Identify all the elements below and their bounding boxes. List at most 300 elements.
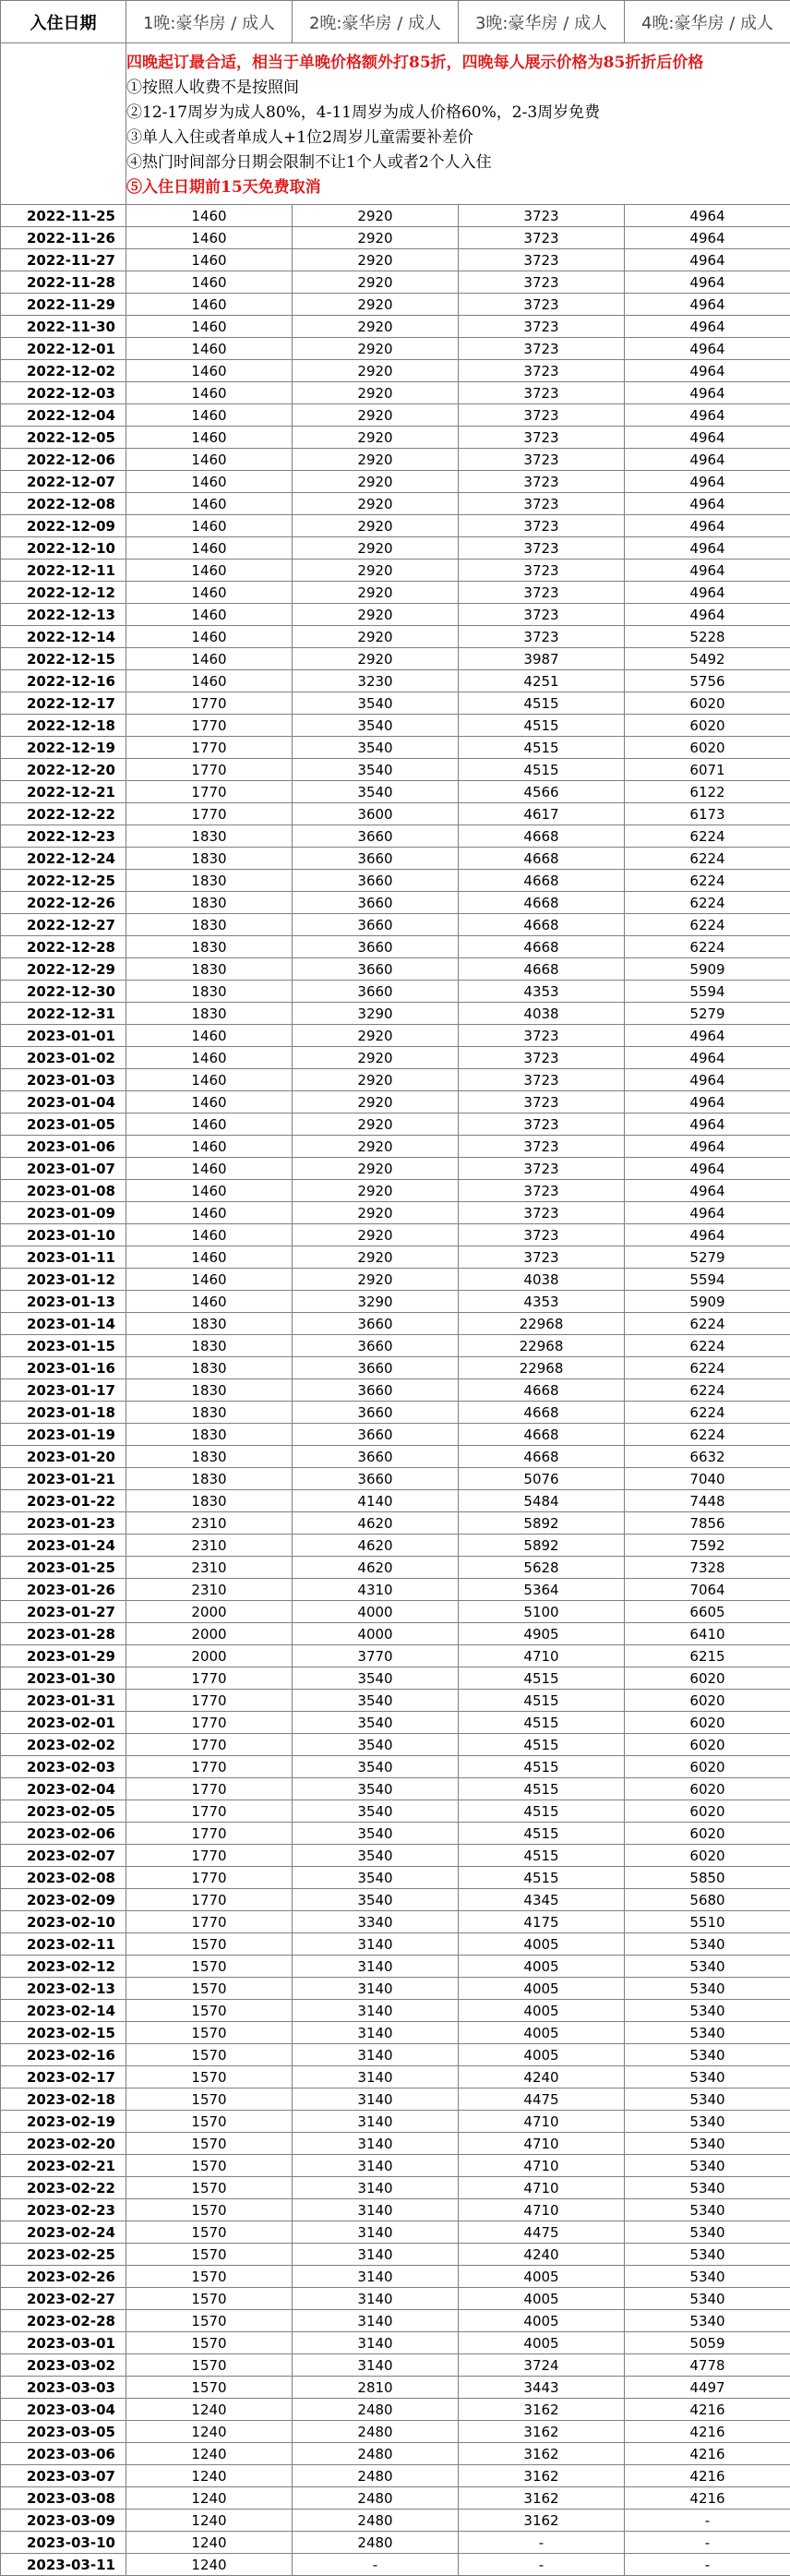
table-row bbox=[1, 2399, 790, 2421]
table-row bbox=[1, 2066, 790, 2088]
date-cell: 2023-03-07 bbox=[1, 2465, 126, 2487]
price-2-nights: 2920 bbox=[293, 582, 459, 604]
price-4-nights: 7448 bbox=[625, 1490, 790, 1512]
date-cell: 2023-01-09 bbox=[1, 1202, 126, 1224]
date-cell: 2023-01-05 bbox=[1, 1113, 126, 1136]
price-4-nights: 6122 bbox=[625, 781, 790, 803]
price-3-nights: 4668 bbox=[459, 1379, 625, 1402]
table-row bbox=[1, 759, 790, 781]
price-3-nights: 3723 bbox=[459, 404, 625, 427]
date-cell: 2022-12-05 bbox=[1, 427, 126, 449]
table-row bbox=[1, 781, 790, 803]
date-cell: 2023-01-07 bbox=[1, 1158, 126, 1180]
price-3-nights: 3723 bbox=[459, 471, 625, 493]
price-2-nights: - bbox=[293, 2554, 459, 2576]
price-3-nights: 5484 bbox=[459, 1490, 625, 1512]
price-2-nights: 3540 bbox=[293, 1690, 459, 1712]
price-1-night: 1770 bbox=[126, 1845, 293, 1867]
table-row bbox=[1, 958, 790, 981]
table-row bbox=[1, 427, 790, 449]
date-cell: 2023-02-04 bbox=[1, 1778, 126, 1800]
price-1-night: 1240 bbox=[126, 2465, 293, 2487]
table-row bbox=[1, 1667, 790, 1690]
price-2-nights: 2480 bbox=[293, 2443, 459, 2465]
price-1-night: 1830 bbox=[126, 981, 293, 1003]
price-2-nights: 2920 bbox=[293, 1025, 459, 1047]
price-4-nights: 5594 bbox=[625, 1269, 790, 1291]
date-cell: 2022-12-20 bbox=[1, 759, 126, 781]
price-2-nights: 2480 bbox=[293, 2532, 459, 2554]
price-2-nights: 3660 bbox=[293, 1357, 459, 1379]
date-cell: 2023-03-06 bbox=[1, 2443, 126, 2465]
table-row bbox=[1, 2332, 790, 2354]
price-4-nights: 6071 bbox=[625, 759, 790, 781]
price-1-night: 1570 bbox=[126, 2377, 293, 2399]
price-4-nights: 4964 bbox=[625, 515, 790, 537]
price-3-nights: 4005 bbox=[459, 2000, 625, 2022]
date-cell: 2022-12-23 bbox=[1, 825, 126, 848]
price-2-nights: 2920 bbox=[293, 382, 459, 404]
price-3-nights: 4515 bbox=[459, 1690, 625, 1712]
table-row bbox=[1, 1402, 790, 1424]
price-1-night: 1460 bbox=[126, 338, 293, 360]
date-cell: 2023-01-03 bbox=[1, 1069, 126, 1091]
notes-section bbox=[1, 43, 790, 205]
date-cell: 2023-01-31 bbox=[1, 1690, 126, 1712]
table-row bbox=[1, 1734, 790, 1756]
price-2-nights: 3140 bbox=[293, 1956, 459, 1978]
date-cell: 2023-02-22 bbox=[1, 2177, 126, 2199]
price-1-night: 1830 bbox=[126, 936, 293, 958]
price-3-nights: 3443 bbox=[459, 2377, 625, 2399]
price-4-nights: 5340 bbox=[625, 1978, 790, 2000]
date-cell: 2022-12-11 bbox=[1, 560, 126, 582]
price-2-nights: 3140 bbox=[293, 1933, 459, 1956]
price-4-nights: 6224 bbox=[625, 1402, 790, 1424]
price-4-nights: 7592 bbox=[625, 1535, 790, 1557]
price-1-night: 1770 bbox=[126, 1667, 293, 1690]
price-4-nights: 5228 bbox=[625, 626, 790, 648]
price-2-nights: 2920 bbox=[293, 493, 459, 515]
price-2-nights: 3340 bbox=[293, 1911, 459, 1933]
price-4-nights: 5340 bbox=[625, 2044, 790, 2066]
price-2-nights: 2920 bbox=[293, 338, 459, 360]
price-3-nights: 3723 bbox=[459, 382, 625, 404]
price-4-nights: 4216 bbox=[625, 2487, 790, 2510]
price-1-night: 1770 bbox=[126, 1867, 293, 1889]
price-2-nights: 2480 bbox=[293, 2487, 459, 2510]
price-1-night: 1460 bbox=[126, 1113, 293, 1136]
price-2-nights: 3540 bbox=[293, 1823, 459, 1845]
price-2-nights: 3540 bbox=[293, 1845, 459, 1867]
header-3-nights: 3晚:豪华房 / 成人 bbox=[459, 1, 625, 43]
price-3-nights: 4710 bbox=[459, 2155, 625, 2177]
price-3-nights: 5076 bbox=[459, 1468, 625, 1490]
price-3-nights: 4668 bbox=[459, 848, 625, 870]
table-row bbox=[1, 2088, 790, 2111]
date-cell: 2023-01-27 bbox=[1, 1601, 126, 1623]
price-2-nights: 3540 bbox=[293, 1889, 459, 1911]
table-row bbox=[1, 1357, 790, 1379]
price-2-nights: 2920 bbox=[293, 249, 459, 271]
date-cell: 2022-12-28 bbox=[1, 936, 126, 958]
price-1-night: 1460 bbox=[126, 537, 293, 560]
price-1-night: 1460 bbox=[126, 249, 293, 271]
price-3-nights: 3723 bbox=[459, 604, 625, 626]
price-4-nights: 6224 bbox=[625, 870, 790, 892]
price-1-night: 1830 bbox=[126, 1335, 293, 1357]
date-cell: 2023-03-08 bbox=[1, 2487, 126, 2510]
date-cell: 2023-02-26 bbox=[1, 2266, 126, 2288]
price-2-nights: 4620 bbox=[293, 1512, 459, 1535]
price-1-night: 1830 bbox=[126, 1402, 293, 1424]
table-row bbox=[1, 2532, 790, 2554]
price-3-nights: 4668 bbox=[459, 1446, 625, 1468]
date-cell: 2023-01-17 bbox=[1, 1379, 126, 1402]
price-4-nights: 4964 bbox=[625, 1069, 790, 1091]
price-1-night: 1460 bbox=[126, 582, 293, 604]
date-cell: 2022-11-25 bbox=[1, 205, 126, 227]
price-1-night: 1460 bbox=[126, 560, 293, 582]
price-3-nights: 3723 bbox=[459, 493, 625, 515]
price-4-nights: 6410 bbox=[625, 1623, 790, 1645]
table-row bbox=[1, 1069, 790, 1091]
price-4-nights: 4964 bbox=[625, 1025, 790, 1047]
price-3-nights: 4668 bbox=[459, 958, 625, 981]
table-row bbox=[1, 1335, 790, 1357]
price-1-night: 1460 bbox=[126, 382, 293, 404]
price-3-nights: 4475 bbox=[459, 2221, 625, 2244]
note-line: 四晚起订最合适，相当于单晚价格额外打85折，四晚每人展示价格为85折折后价格 bbox=[126, 51, 790, 76]
price-3-nights: 3162 bbox=[459, 2421, 625, 2443]
price-4-nights: 6020 bbox=[625, 715, 790, 737]
price-3-nights: 4240 bbox=[459, 2244, 625, 2266]
table-row bbox=[1, 626, 790, 648]
price-4-nights: 4964 bbox=[625, 1180, 790, 1202]
price-2-nights: 2810 bbox=[293, 2377, 459, 2399]
table-row bbox=[1, 582, 790, 604]
price-1-night: 1570 bbox=[126, 2332, 293, 2354]
table-row bbox=[1, 1623, 790, 1645]
table-row bbox=[1, 360, 790, 382]
price-3-nights: 4005 bbox=[459, 2310, 625, 2332]
price-3-nights: 4038 bbox=[459, 1269, 625, 1291]
price-2-nights: 2920 bbox=[293, 626, 459, 648]
date-cell: 2023-02-27 bbox=[1, 2288, 126, 2310]
date-cell: 2022-12-29 bbox=[1, 958, 126, 981]
date-cell: 2023-01-06 bbox=[1, 1136, 126, 1158]
table-row bbox=[1, 1756, 790, 1778]
price-4-nights: 6224 bbox=[625, 1313, 790, 1335]
price-2-nights: 3540 bbox=[293, 737, 459, 759]
date-cell: 2023-02-28 bbox=[1, 2310, 126, 2332]
price-2-nights: 3140 bbox=[293, 2266, 459, 2288]
price-1-night: 1460 bbox=[126, 404, 293, 427]
price-4-nights: 4964 bbox=[625, 1113, 790, 1136]
date-cell: 2023-01-02 bbox=[1, 1047, 126, 1069]
table-row bbox=[1, 2266, 790, 2288]
date-cell: 2022-12-30 bbox=[1, 981, 126, 1003]
price-2-nights: 3140 bbox=[293, 2354, 459, 2377]
date-cell: 2023-01-25 bbox=[1, 1557, 126, 1579]
price-3-nights: 22968 bbox=[459, 1335, 625, 1357]
table-row bbox=[1, 1424, 790, 1446]
header-row bbox=[1, 1, 790, 43]
price-4-nights: 6224 bbox=[625, 825, 790, 848]
table-row bbox=[1, 914, 790, 936]
price-3-nights: 3723 bbox=[459, 515, 625, 537]
price-1-night: 1830 bbox=[126, 1003, 293, 1025]
price-1-night: 1770 bbox=[126, 1734, 293, 1756]
price-4-nights: 5340 bbox=[625, 2111, 790, 2133]
price-3-nights: 4668 bbox=[459, 914, 625, 936]
date-cell: 2023-02-14 bbox=[1, 2000, 126, 2022]
price-4-nights: 5510 bbox=[625, 1911, 790, 1933]
date-cell: 2023-03-03 bbox=[1, 2377, 126, 2399]
price-2-nights: 3140 bbox=[293, 2244, 459, 2266]
price-4-nights: 4964 bbox=[625, 1136, 790, 1158]
price-3-nights: 4710 bbox=[459, 1645, 625, 1667]
price-3-nights: 3723 bbox=[459, 1246, 625, 1269]
price-3-nights: 4668 bbox=[459, 936, 625, 958]
table-row bbox=[1, 737, 790, 759]
price-4-nights: 6632 bbox=[625, 1446, 790, 1468]
price-3-nights: 3723 bbox=[459, 1180, 625, 1202]
date-cell: 2022-12-04 bbox=[1, 404, 126, 427]
table-row bbox=[1, 471, 790, 493]
table-row bbox=[1, 981, 790, 1003]
price-2-nights: 3140 bbox=[293, 2310, 459, 2332]
price-3-nights: 4515 bbox=[459, 692, 625, 715]
price-4-nights: 5340 bbox=[625, 2066, 790, 2088]
price-2-nights: 4140 bbox=[293, 1490, 459, 1512]
price-4-nights: 5492 bbox=[625, 648, 790, 670]
table-row bbox=[1, 1712, 790, 1734]
price-4-nights: 5594 bbox=[625, 981, 790, 1003]
price-3-nights: 3723 bbox=[459, 1025, 625, 1047]
date-cell: 2023-03-02 bbox=[1, 2354, 126, 2377]
date-cell: 2022-12-15 bbox=[1, 648, 126, 670]
table-row bbox=[1, 1956, 790, 1978]
price-2-nights: 2920 bbox=[293, 404, 459, 427]
table-row bbox=[1, 2244, 790, 2266]
date-cell: 2022-12-19 bbox=[1, 737, 126, 759]
table-row bbox=[1, 1003, 790, 1025]
table-row bbox=[1, 1490, 790, 1512]
price-1-night: 1770 bbox=[126, 737, 293, 759]
date-cell: 2022-12-22 bbox=[1, 803, 126, 825]
price-2-nights: 3140 bbox=[293, 2022, 459, 2044]
price-1-night: 1830 bbox=[126, 825, 293, 848]
price-1-night: 1460 bbox=[126, 493, 293, 515]
table-header bbox=[1, 1, 790, 43]
price-4-nights: 4964 bbox=[625, 449, 790, 471]
price-4-nights: 6020 bbox=[625, 1800, 790, 1823]
date-cell: 2022-12-12 bbox=[1, 582, 126, 604]
date-cell: 2023-01-08 bbox=[1, 1180, 126, 1202]
table-row bbox=[1, 2288, 790, 2310]
date-cell: 2023-01-20 bbox=[1, 1446, 126, 1468]
price-4-nights: 6224 bbox=[625, 848, 790, 870]
price-1-night: 1570 bbox=[126, 2288, 293, 2310]
table-row bbox=[1, 2022, 790, 2044]
table-row bbox=[1, 1313, 790, 1335]
price-4-nights: 7328 bbox=[625, 1557, 790, 1579]
price-3-nights: 3162 bbox=[459, 2399, 625, 2421]
price-4-nights: 6020 bbox=[625, 692, 790, 715]
price-2-nights: 3540 bbox=[293, 715, 459, 737]
price-1-night: 1830 bbox=[126, 958, 293, 981]
date-cell: 2022-11-27 bbox=[1, 249, 126, 271]
date-cell: 2022-12-21 bbox=[1, 781, 126, 803]
price-1-night: 1460 bbox=[126, 515, 293, 537]
table-row bbox=[1, 2465, 790, 2487]
price-3-nights: 5628 bbox=[459, 1557, 625, 1579]
price-3-nights: 4515 bbox=[459, 715, 625, 737]
date-cell: 2023-03-11 bbox=[1, 2554, 126, 2576]
date-cell: 2023-02-01 bbox=[1, 1712, 126, 1734]
price-2-nights: 3140 bbox=[293, 2044, 459, 2066]
table-row bbox=[1, 2000, 790, 2022]
price-1-night: 1460 bbox=[126, 294, 293, 316]
price-4-nights: 4964 bbox=[625, 271, 790, 294]
price-2-nights: 4000 bbox=[293, 1601, 459, 1623]
table-row bbox=[1, 1579, 790, 1601]
table-row bbox=[1, 294, 790, 316]
table-row bbox=[1, 2421, 790, 2443]
price-1-night: 2310 bbox=[126, 1557, 293, 1579]
price-2-nights: 2920 bbox=[293, 1136, 459, 1158]
price-2-nights: 3140 bbox=[293, 2000, 459, 2022]
date-cell: 2022-12-02 bbox=[1, 360, 126, 382]
price-2-nights: 3540 bbox=[293, 1734, 459, 1756]
price-2-nights: 3660 bbox=[293, 1313, 459, 1335]
table-row bbox=[1, 2510, 790, 2532]
price-2-nights: 3140 bbox=[293, 2088, 459, 2111]
price-3-nights: 3723 bbox=[459, 205, 625, 227]
date-cell: 2023-02-16 bbox=[1, 2044, 126, 2066]
table-row bbox=[1, 1778, 790, 1800]
date-cell: 2023-02-13 bbox=[1, 1978, 126, 2000]
price-3-nights: 22968 bbox=[459, 1313, 625, 1335]
price-2-nights: 3540 bbox=[293, 1867, 459, 1889]
date-cell: 2022-11-29 bbox=[1, 294, 126, 316]
price-3-nights: 3723 bbox=[459, 449, 625, 471]
price-4-nights: 4964 bbox=[625, 1224, 790, 1246]
price-2-nights: 4620 bbox=[293, 1535, 459, 1557]
price-1-night: 1770 bbox=[126, 1800, 293, 1823]
notes-row bbox=[1, 43, 790, 205]
table-row bbox=[1, 2199, 790, 2221]
price-4-nights: 5850 bbox=[625, 1867, 790, 1889]
table-row bbox=[1, 2111, 790, 2133]
price-2-nights: 3660 bbox=[293, 825, 459, 848]
price-4-nights: 6224 bbox=[625, 914, 790, 936]
price-4-nights: 6020 bbox=[625, 1823, 790, 1845]
price-4-nights: 4964 bbox=[625, 382, 790, 404]
date-cell: 2023-02-02 bbox=[1, 1734, 126, 1756]
date-cell: 2023-01-11 bbox=[1, 1246, 126, 1269]
price-1-night: 1460 bbox=[126, 271, 293, 294]
price-1-night: 1460 bbox=[126, 449, 293, 471]
table-row bbox=[1, 1823, 790, 1845]
price-4-nights: 6224 bbox=[625, 892, 790, 914]
table-row bbox=[1, 2487, 790, 2510]
price-2-nights: 2480 bbox=[293, 2510, 459, 2532]
header-2-nights: 2晚:豪华房 / 成人 bbox=[293, 1, 459, 43]
date-cell: 2023-02-10 bbox=[1, 1911, 126, 1933]
table-row bbox=[1, 1867, 790, 1889]
price-1-night: 1460 bbox=[126, 1025, 293, 1047]
price-1-night: 2000 bbox=[126, 1645, 293, 1667]
table-row bbox=[1, 692, 790, 715]
price-2-nights: 3540 bbox=[293, 759, 459, 781]
price-4-nights: 6020 bbox=[625, 1667, 790, 1690]
table-row bbox=[1, 648, 790, 670]
price-2-nights: 2920 bbox=[293, 1269, 459, 1291]
date-cell: 2023-01-21 bbox=[1, 1468, 126, 1490]
table-row bbox=[1, 825, 790, 848]
table-row bbox=[1, 2354, 790, 2377]
price-2-nights: 2920 bbox=[293, 1224, 459, 1246]
price-2-nights: 3660 bbox=[293, 1335, 459, 1357]
price-1-night: 1570 bbox=[126, 1956, 293, 1978]
date-cell: 2023-01-16 bbox=[1, 1357, 126, 1379]
header-4-nights: 4晚:豪华房 / 成人 bbox=[625, 1, 790, 43]
price-1-night: 1460 bbox=[126, 670, 293, 692]
price-3-nights: 4515 bbox=[459, 1867, 625, 1889]
date-cell: 2023-02-06 bbox=[1, 1823, 126, 1845]
price-4-nights: 7064 bbox=[625, 1579, 790, 1601]
price-3-nights: 4668 bbox=[459, 1424, 625, 1446]
price-4-nights: 6224 bbox=[625, 1424, 790, 1446]
price-1-night: 1830 bbox=[126, 1424, 293, 1446]
price-3-nights: 4005 bbox=[459, 1933, 625, 1956]
price-3-nights: 4515 bbox=[459, 1756, 625, 1778]
price-3-nights: 5100 bbox=[459, 1601, 625, 1623]
price-4-nights: 4964 bbox=[625, 294, 790, 316]
price-4-nights: 4964 bbox=[625, 404, 790, 427]
date-cell: 2023-02-17 bbox=[1, 2066, 126, 2088]
price-3-nights: 4668 bbox=[459, 892, 625, 914]
date-cell: 2023-01-26 bbox=[1, 1579, 126, 1601]
price-2-nights: 2920 bbox=[293, 271, 459, 294]
date-cell: 2023-03-04 bbox=[1, 2399, 126, 2421]
price-2-nights: 2920 bbox=[293, 316, 459, 338]
table-row bbox=[1, 1645, 790, 1667]
price-2-nights: 3660 bbox=[293, 981, 459, 1003]
price-4-nights: 4778 bbox=[625, 2354, 790, 2377]
price-1-night: 1570 bbox=[126, 2111, 293, 2133]
note-line: ④热门时间部分日期会限制不让1个人或者2个人入住 bbox=[126, 150, 790, 175]
price-3-nights: 3723 bbox=[459, 271, 625, 294]
price-2-nights: 3540 bbox=[293, 1667, 459, 1690]
price-2-nights: 3660 bbox=[293, 1468, 459, 1490]
price-4-nights: 4216 bbox=[625, 2421, 790, 2443]
note-line: ③单人入住或者单成人+1位2周岁儿童需要补差价 bbox=[126, 126, 790, 150]
table-row bbox=[1, 803, 790, 825]
price-1-night: 1460 bbox=[126, 227, 293, 249]
price-2-nights: 3660 bbox=[293, 1379, 459, 1402]
price-1-night: 1570 bbox=[126, 2221, 293, 2244]
price-2-nights: 2920 bbox=[293, 227, 459, 249]
price-2-nights: 2920 bbox=[293, 1091, 459, 1113]
price-1-night: 1460 bbox=[126, 1202, 293, 1224]
date-cell: 2022-12-09 bbox=[1, 515, 126, 537]
price-4-nights: 6020 bbox=[625, 737, 790, 759]
price-2-nights: 2920 bbox=[293, 1158, 459, 1180]
price-4-nights: 4216 bbox=[625, 2399, 790, 2421]
